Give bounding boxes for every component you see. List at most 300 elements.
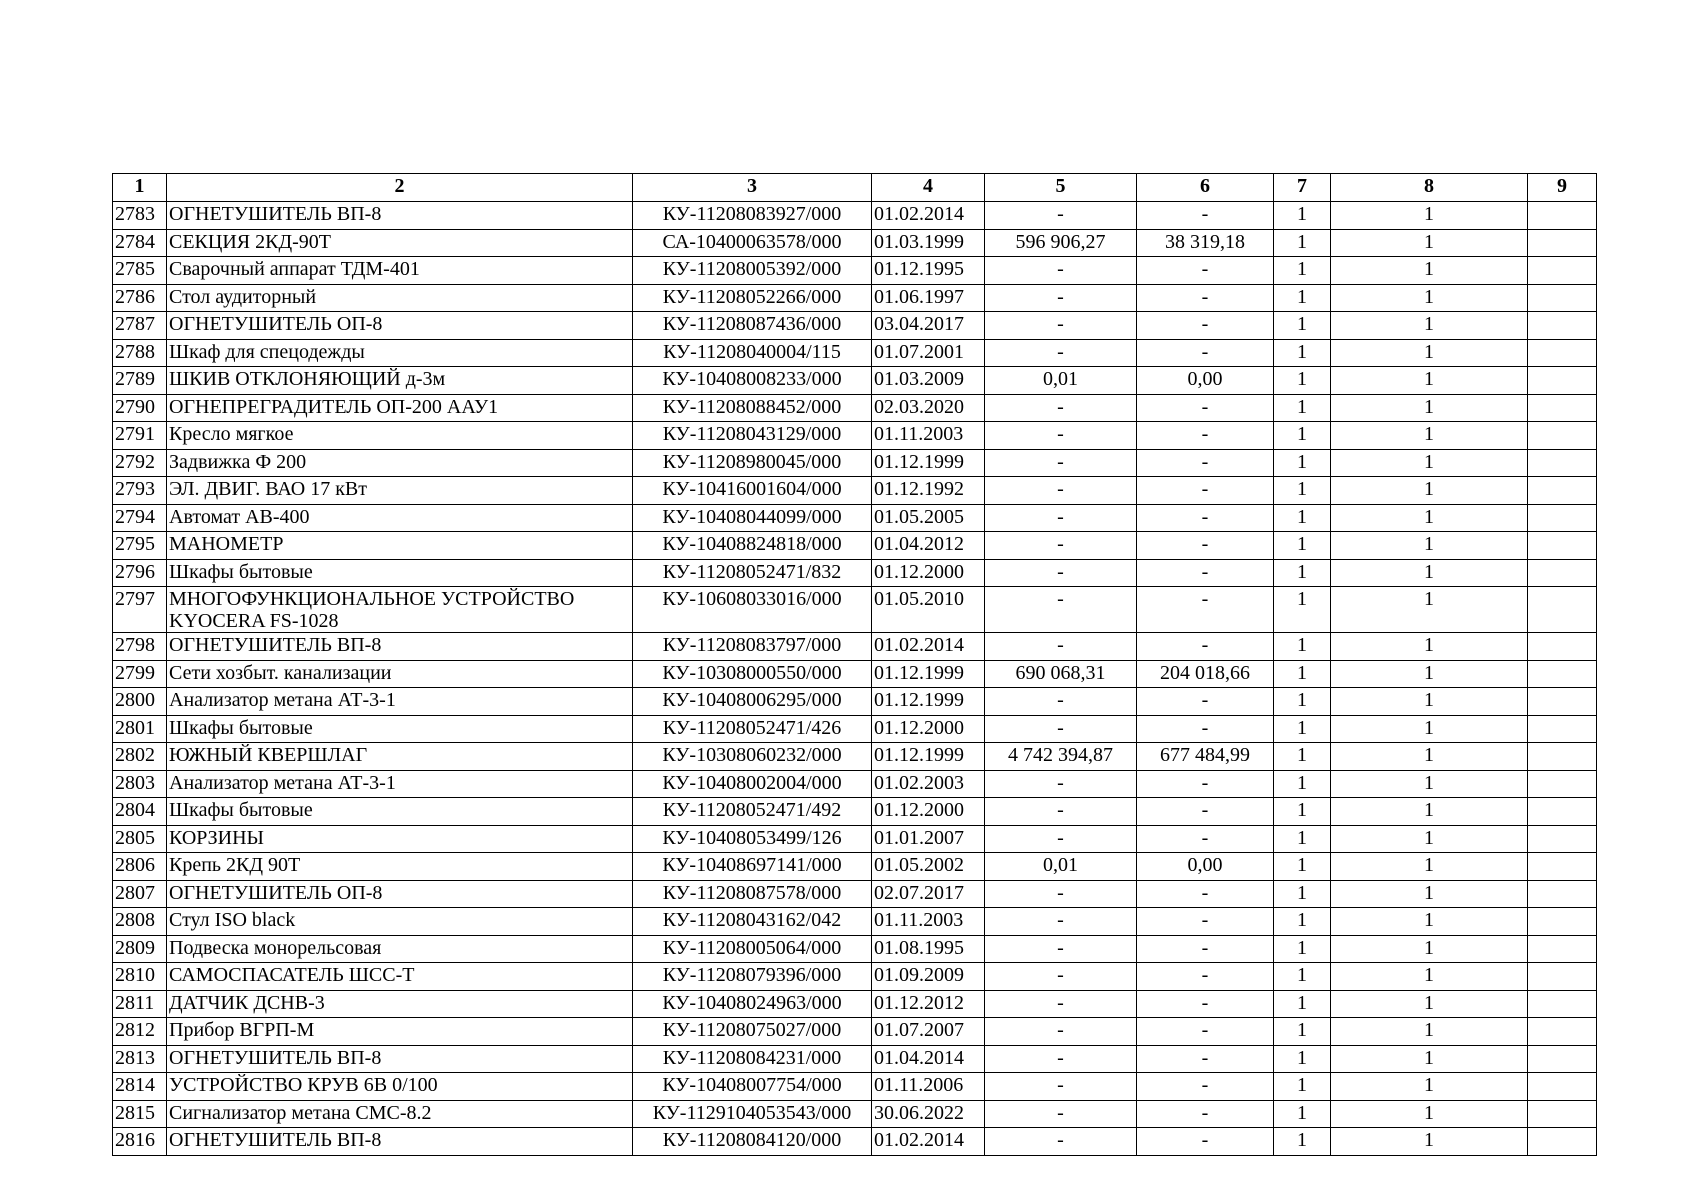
- qty-col-7-cell: 1: [1274, 257, 1331, 285]
- table-row: [113, 284, 1597, 312]
- row-number-cell: 2784: [113, 229, 167, 257]
- value-col-6-cell: -: [1137, 559, 1274, 587]
- date-cell: 01.12.2000: [872, 559, 985, 587]
- value-col-6-cell: -: [1137, 880, 1274, 908]
- row-number-cell: 2808: [113, 908, 167, 936]
- col-9-cell: [1528, 688, 1597, 716]
- inventory-number-cell: КУ-10408824818/000: [633, 532, 872, 560]
- table-row: [113, 394, 1597, 422]
- qty-col-8-cell: 1: [1331, 1045, 1528, 1073]
- table-row: [113, 633, 1597, 661]
- row-number-cell: 2803: [113, 770, 167, 798]
- col-header-2: 2: [167, 174, 633, 202]
- row-number-cell: 2785: [113, 257, 167, 285]
- qty-col-8-cell: 1: [1331, 339, 1528, 367]
- header-row: [113, 174, 1597, 202]
- inventory-number-cell: КУ-11208083797/000: [633, 633, 872, 661]
- row-number-cell: 2813: [113, 1045, 167, 1073]
- date-cell: 01.11.2006: [872, 1073, 985, 1101]
- item-name-cell: Шкафы бытовые: [167, 715, 633, 743]
- inventory-number-cell: КУ-10408024963/000: [633, 990, 872, 1018]
- qty-col-8-cell: 1: [1331, 422, 1528, 450]
- value-col-6-cell: -: [1137, 633, 1274, 661]
- col-9-cell: [1528, 1100, 1597, 1128]
- col-9-cell: [1528, 935, 1597, 963]
- inventory-number-cell: КУ-10408697141/000: [633, 853, 872, 881]
- qty-col-8-cell: 1: [1331, 559, 1528, 587]
- row-number-cell: 2812: [113, 1018, 167, 1046]
- date-cell: 01.12.1999: [872, 743, 985, 771]
- item-name-cell: ДАТЧИК ДСНВ-3: [167, 990, 633, 1018]
- table-row: [113, 504, 1597, 532]
- date-cell: 01.05.2005: [872, 504, 985, 532]
- col-9-cell: [1528, 312, 1597, 340]
- col-9-cell: [1528, 1045, 1597, 1073]
- col-header-3: 3: [633, 174, 872, 202]
- col-9-cell: [1528, 880, 1597, 908]
- table-row: [113, 1073, 1597, 1101]
- row-number-cell: 2811: [113, 990, 167, 1018]
- value-col-6-cell: -: [1137, 688, 1274, 716]
- col-header-7: 7: [1274, 174, 1331, 202]
- row-number-cell: 2802: [113, 743, 167, 771]
- date-cell: 01.03.1999: [872, 229, 985, 257]
- item-name-cell: ОГНЕТУШИТЕЛЬ ВП-8: [167, 1045, 633, 1073]
- inventory-number-cell: КУ-10608033016/000: [633, 587, 872, 633]
- col-9-cell: [1528, 1128, 1597, 1156]
- date-cell: 01.08.1995: [872, 935, 985, 963]
- inventory-number-cell: КУ-10308060232/000: [633, 743, 872, 771]
- inventory-number-cell: КУ-11208084231/000: [633, 1045, 872, 1073]
- col-header-6: 6: [1137, 174, 1274, 202]
- qty-col-7-cell: 1: [1274, 715, 1331, 743]
- table-row: [113, 339, 1597, 367]
- inventory-number-cell: КУ-10308000550/000: [633, 660, 872, 688]
- value-col-5-cell: -: [985, 825, 1137, 853]
- inventory-number-cell: КУ-11208084120/000: [633, 1128, 872, 1156]
- table-row: [113, 1128, 1597, 1156]
- row-number-cell: 2795: [113, 532, 167, 560]
- value-col-6-cell: -: [1137, 477, 1274, 505]
- date-cell: 01.01.2007: [872, 825, 985, 853]
- item-name-cell: ЮЖНЫЙ КВЕРШЛАГ: [167, 743, 633, 771]
- table-row: [113, 449, 1597, 477]
- value-col-5-cell: -: [985, 587, 1137, 633]
- inventory-number-cell: КУ-11208083927/000: [633, 202, 872, 230]
- item-name-cell: Сигнализатор метана СМС-8.2: [167, 1100, 633, 1128]
- item-name-cell: ОГНЕТУШИТЕЛЬ ОП-8: [167, 312, 633, 340]
- value-col-5-cell: -: [985, 770, 1137, 798]
- row-number-cell: 2787: [113, 312, 167, 340]
- value-col-6-cell: -: [1137, 284, 1274, 312]
- col-header-1: 1: [113, 174, 167, 202]
- value-col-6-cell: -: [1137, 715, 1274, 743]
- value-col-5-cell: -: [985, 990, 1137, 1018]
- date-cell: 01.12.1999: [872, 449, 985, 477]
- value-col-6-cell: -: [1137, 1018, 1274, 1046]
- row-number-cell: 2799: [113, 660, 167, 688]
- col-9-cell: [1528, 367, 1597, 395]
- qty-col-7-cell: 1: [1274, 770, 1331, 798]
- inventory-number-cell: КУ-11208087436/000: [633, 312, 872, 340]
- col-9-cell: [1528, 504, 1597, 532]
- date-cell: 01.02.2003: [872, 770, 985, 798]
- qty-col-8-cell: 1: [1331, 1018, 1528, 1046]
- qty-col-8-cell: 1: [1331, 743, 1528, 771]
- date-cell: 01.04.2014: [872, 1045, 985, 1073]
- row-number-cell: 2807: [113, 880, 167, 908]
- date-cell: 01.03.2009: [872, 367, 985, 395]
- table-row: [113, 229, 1597, 257]
- value-col-6-cell: -: [1137, 587, 1274, 633]
- value-col-5-cell: -: [985, 477, 1137, 505]
- qty-col-8-cell: 1: [1331, 633, 1528, 661]
- row-number-cell: 2801: [113, 715, 167, 743]
- date-cell: 01.06.1997: [872, 284, 985, 312]
- value-col-5-cell: -: [985, 339, 1137, 367]
- item-name-cell: ОГНЕТУШИТЕЛЬ ВП-8: [167, 633, 633, 661]
- table-row: [113, 422, 1597, 450]
- table-row: [113, 880, 1597, 908]
- date-cell: 01.12.1992: [872, 477, 985, 505]
- value-col-6-cell: -: [1137, 504, 1274, 532]
- qty-col-7-cell: 1: [1274, 1100, 1331, 1128]
- row-number-cell: 2814: [113, 1073, 167, 1101]
- date-cell: 03.04.2017: [872, 312, 985, 340]
- qty-col-7-cell: 1: [1274, 633, 1331, 661]
- value-col-6-cell: 0,00: [1137, 367, 1274, 395]
- qty-col-8-cell: 1: [1331, 257, 1528, 285]
- item-name-cell: Задвижка Ф 200: [167, 449, 633, 477]
- col-9-cell: [1528, 284, 1597, 312]
- qty-col-7-cell: 1: [1274, 504, 1331, 532]
- value-col-5-cell: -: [985, 312, 1137, 340]
- value-col-5-cell: -: [985, 908, 1137, 936]
- value-col-5-cell: -: [985, 257, 1137, 285]
- value-col-6-cell: -: [1137, 202, 1274, 230]
- table-row: [113, 770, 1597, 798]
- row-number-cell: 2810: [113, 963, 167, 991]
- item-name-cell: Шкафы бытовые: [167, 559, 633, 587]
- col-9-cell: [1528, 990, 1597, 1018]
- value-col-5-cell: -: [985, 504, 1137, 532]
- col-9-cell: [1528, 339, 1597, 367]
- table-row: [113, 660, 1597, 688]
- item-name-cell: Кресло мягкое: [167, 422, 633, 450]
- item-name-cell: Сети хозбыт. канализации: [167, 660, 633, 688]
- qty-col-8-cell: 1: [1331, 908, 1528, 936]
- qty-col-7-cell: 1: [1274, 339, 1331, 367]
- value-col-6-cell: -: [1137, 908, 1274, 936]
- value-col-5-cell: -: [985, 394, 1137, 422]
- qty-col-7-cell: 1: [1274, 853, 1331, 881]
- qty-col-7-cell: 1: [1274, 935, 1331, 963]
- item-name-cell: УСТРОЙСТВО КРУВ 6В 0/100: [167, 1073, 633, 1101]
- row-number-cell: 2816: [113, 1128, 167, 1156]
- date-cell: 01.12.1999: [872, 688, 985, 716]
- col-9-cell: [1528, 532, 1597, 560]
- item-name-cell: ШКИВ ОТКЛОНЯЮЩИЙ д-3м: [167, 367, 633, 395]
- value-col-5-cell: 4 742 394,87: [985, 743, 1137, 771]
- value-col-5-cell: -: [985, 202, 1137, 230]
- value-col-6-cell: -: [1137, 990, 1274, 1018]
- row-number-cell: 2789: [113, 367, 167, 395]
- value-col-5-cell: -: [985, 880, 1137, 908]
- value-col-6-cell: -: [1137, 1073, 1274, 1101]
- qty-col-8-cell: 1: [1331, 504, 1528, 532]
- value-col-5-cell: -: [985, 559, 1137, 587]
- col-9-cell: [1528, 633, 1597, 661]
- item-name-cell: ОГНЕПРЕГРАДИТЕЛЬ ОП-200 ААУ1: [167, 394, 633, 422]
- inventory-number-cell: КУ-11208075027/000: [633, 1018, 872, 1046]
- table-row: [113, 688, 1597, 716]
- qty-col-7-cell: 1: [1274, 660, 1331, 688]
- col-9-cell: [1528, 770, 1597, 798]
- row-number-cell: 2788: [113, 339, 167, 367]
- row-number-cell: 2800: [113, 688, 167, 716]
- value-col-5-cell: -: [985, 633, 1137, 661]
- item-name-cell: ЭЛ. ДВИГ. ВАО 17 кВт: [167, 477, 633, 505]
- inventory-number-cell: КУ-10408053499/126: [633, 825, 872, 853]
- col-9-cell: [1528, 825, 1597, 853]
- item-name-cell: Стол аудиторный: [167, 284, 633, 312]
- item-name-cell: ОГНЕТУШИТЕЛЬ ВП-8: [167, 1128, 633, 1156]
- col-9-cell: [1528, 202, 1597, 230]
- inventory-number-cell: КУ-11208043129/000: [633, 422, 872, 450]
- qty-col-8-cell: 1: [1331, 935, 1528, 963]
- value-col-5-cell: -: [985, 1073, 1137, 1101]
- value-col-5-cell: -: [985, 284, 1137, 312]
- qty-col-8-cell: 1: [1331, 477, 1528, 505]
- col-9-cell: [1528, 908, 1597, 936]
- date-cell: 01.12.2000: [872, 798, 985, 826]
- qty-col-8-cell: 1: [1331, 532, 1528, 560]
- qty-col-8-cell: 1: [1331, 990, 1528, 1018]
- qty-col-7-cell: 1: [1274, 1018, 1331, 1046]
- qty-col-7-cell: 1: [1274, 908, 1331, 936]
- value-col-5-cell: -: [985, 963, 1137, 991]
- qty-col-7-cell: 1: [1274, 229, 1331, 257]
- inventory-number-cell: КУ-11208052266/000: [633, 284, 872, 312]
- date-cell: 01.05.2002: [872, 853, 985, 881]
- table-row: [113, 202, 1597, 230]
- value-col-5-cell: -: [985, 688, 1137, 716]
- inventory-number-cell: КУ-1129104053543/000: [633, 1100, 872, 1128]
- qty-col-8-cell: 1: [1331, 284, 1528, 312]
- inventory-number-cell: КУ-11208005064/000: [633, 935, 872, 963]
- value-col-6-cell: -: [1137, 449, 1274, 477]
- inventory-number-cell: КУ-10408002004/000: [633, 770, 872, 798]
- inventory-number-cell: КУ-11208052471/832: [633, 559, 872, 587]
- date-cell: 01.04.2012: [872, 532, 985, 560]
- date-cell: 01.11.2003: [872, 422, 985, 450]
- col-9-cell: [1528, 449, 1597, 477]
- qty-col-7-cell: 1: [1274, 367, 1331, 395]
- item-name-cell: Прибор ВГРП-М: [167, 1018, 633, 1046]
- row-number-cell: 2796: [113, 559, 167, 587]
- table-row: [113, 1045, 1597, 1073]
- col-9-cell: [1528, 743, 1597, 771]
- value-col-5-cell: -: [985, 1128, 1137, 1156]
- value-col-6-cell: -: [1137, 1045, 1274, 1073]
- qty-col-7-cell: 1: [1274, 825, 1331, 853]
- inventory-number-cell: КУ-11208980045/000: [633, 449, 872, 477]
- value-col-6-cell: 677 484,99: [1137, 743, 1274, 771]
- col-9-cell: [1528, 229, 1597, 257]
- table-row: [113, 477, 1597, 505]
- date-cell: 01.11.2003: [872, 908, 985, 936]
- qty-col-7-cell: 1: [1274, 202, 1331, 230]
- qty-col-7-cell: 1: [1274, 449, 1331, 477]
- table-row: [113, 367, 1597, 395]
- item-name-cell: Подвеска монорельсовая: [167, 935, 633, 963]
- table-row: [113, 798, 1597, 826]
- qty-col-7-cell: 1: [1274, 688, 1331, 716]
- qty-col-8-cell: 1: [1331, 229, 1528, 257]
- col-9-cell: [1528, 422, 1597, 450]
- value-col-5-cell: -: [985, 935, 1137, 963]
- qty-col-8-cell: 1: [1331, 1128, 1528, 1156]
- table-row: [113, 908, 1597, 936]
- date-cell: 01.12.2012: [872, 990, 985, 1018]
- qty-col-8-cell: 1: [1331, 798, 1528, 826]
- item-name-cell: Анализатор метана АТ-3-1: [167, 688, 633, 716]
- item-name-cell: МАНОМЕТР: [167, 532, 633, 560]
- qty-col-7-cell: 1: [1274, 312, 1331, 340]
- value-col-5-cell: -: [985, 449, 1137, 477]
- inventory-number-cell: КУ-11208087578/000: [633, 880, 872, 908]
- inventory-number-cell: КУ-11208043162/042: [633, 908, 872, 936]
- value-col-5-cell: -: [985, 715, 1137, 743]
- date-cell: 01.07.2007: [872, 1018, 985, 1046]
- value-col-5-cell: 0,01: [985, 853, 1137, 881]
- item-name-cell: Анализатор метана АТ-3-1: [167, 770, 633, 798]
- value-col-6-cell: -: [1137, 394, 1274, 422]
- date-cell: 30.06.2022: [872, 1100, 985, 1128]
- value-col-5-cell: -: [985, 532, 1137, 560]
- col-9-cell: [1528, 1018, 1597, 1046]
- col-9-cell: [1528, 853, 1597, 881]
- col-9-cell: [1528, 798, 1597, 826]
- row-number-cell: 2815: [113, 1100, 167, 1128]
- qty-col-7-cell: 1: [1274, 587, 1331, 633]
- qty-col-7-cell: 1: [1274, 990, 1331, 1018]
- value-col-5-cell: -: [985, 1018, 1137, 1046]
- table-row: [113, 257, 1597, 285]
- value-col-6-cell: -: [1137, 935, 1274, 963]
- inventory-number-cell: КУ-11208052471/426: [633, 715, 872, 743]
- col-9-cell: [1528, 477, 1597, 505]
- col-9-cell: [1528, 963, 1597, 991]
- item-name-cell: Стул ISO black: [167, 908, 633, 936]
- qty-col-8-cell: 1: [1331, 367, 1528, 395]
- qty-col-8-cell: 1: [1331, 1073, 1528, 1101]
- qty-col-7-cell: 1: [1274, 532, 1331, 560]
- row-number-cell: 2786: [113, 284, 167, 312]
- inventory-number-cell: КУ-10408007754/000: [633, 1073, 872, 1101]
- qty-col-8-cell: 1: [1331, 202, 1528, 230]
- qty-col-8-cell: 1: [1331, 449, 1528, 477]
- inventory-number-cell: КУ-10416001604/000: [633, 477, 872, 505]
- col-header-8: 8: [1331, 174, 1528, 202]
- table-row: [113, 587, 1597, 633]
- qty-col-7-cell: 1: [1274, 559, 1331, 587]
- value-col-6-cell: 38 319,18: [1137, 229, 1274, 257]
- col-header-5: 5: [985, 174, 1137, 202]
- qty-col-8-cell: 1: [1331, 880, 1528, 908]
- qty-col-7-cell: 1: [1274, 394, 1331, 422]
- date-cell: 02.07.2017: [872, 880, 985, 908]
- item-name-cell: КОРЗИНЫ: [167, 825, 633, 853]
- item-name-cell: САМОСПАСАТЕЛЬ ШСС-Т: [167, 963, 633, 991]
- col-9-cell: [1528, 1073, 1597, 1101]
- qty-col-8-cell: 1: [1331, 770, 1528, 798]
- value-col-6-cell: -: [1137, 257, 1274, 285]
- row-number-cell: 2804: [113, 798, 167, 826]
- col-9-cell: [1528, 559, 1597, 587]
- inventory-number-cell: КУ-11208052471/492: [633, 798, 872, 826]
- qty-col-7-cell: 1: [1274, 284, 1331, 312]
- value-col-5-cell: -: [985, 798, 1137, 826]
- item-name-cell: МНОГОФУНКЦИОНАЛЬНОЕ УСТРОЙСТВО KYOCERA FS-1028: [167, 587, 633, 633]
- value-col-6-cell: -: [1137, 798, 1274, 826]
- table-row: [113, 853, 1597, 881]
- col-9-cell: [1528, 257, 1597, 285]
- inventory-number-cell: СА-10400063578/000: [633, 229, 872, 257]
- row-number-cell: 2783: [113, 202, 167, 230]
- inventory-number-cell: КУ-11208088452/000: [633, 394, 872, 422]
- table-row: [113, 1100, 1597, 1128]
- table-body: [113, 202, 1597, 1156]
- table-row: [113, 1018, 1597, 1046]
- date-cell: 01.02.2014: [872, 633, 985, 661]
- col-9-cell: [1528, 715, 1597, 743]
- date-cell: 01.05.2010: [872, 587, 985, 633]
- inventory-number-cell: КУ-10408044099/000: [633, 504, 872, 532]
- value-col-6-cell: 204 018,66: [1137, 660, 1274, 688]
- qty-col-8-cell: 1: [1331, 394, 1528, 422]
- value-col-5-cell: 596 906,27: [985, 229, 1137, 257]
- row-number-cell: 2790: [113, 394, 167, 422]
- table-row: [113, 559, 1597, 587]
- value-col-5-cell: -: [985, 1045, 1137, 1073]
- qty-col-8-cell: 1: [1331, 715, 1528, 743]
- qty-col-8-cell: 1: [1331, 853, 1528, 881]
- date-cell: 02.03.2020: [872, 394, 985, 422]
- value-col-6-cell: -: [1137, 339, 1274, 367]
- value-col-5-cell: 690 068,31: [985, 660, 1137, 688]
- table-row: [113, 715, 1597, 743]
- row-number-cell: 2791: [113, 422, 167, 450]
- item-name-cell: Крепь 2КД 90Т: [167, 853, 633, 881]
- item-name-cell: ОГНЕТУШИТЕЛЬ ВП-8: [167, 202, 633, 230]
- item-name-cell: Шкаф для спецодежды: [167, 339, 633, 367]
- qty-col-7-cell: 1: [1274, 422, 1331, 450]
- table-row: [113, 825, 1597, 853]
- date-cell: 01.07.2001: [872, 339, 985, 367]
- inventory-table: [112, 173, 1597, 1156]
- date-cell: 01.12.2000: [872, 715, 985, 743]
- table-row: [113, 990, 1597, 1018]
- qty-col-8-cell: 1: [1331, 587, 1528, 633]
- qty-col-8-cell: 1: [1331, 963, 1528, 991]
- value-col-5-cell: -: [985, 1100, 1137, 1128]
- qty-col-7-cell: 1: [1274, 1128, 1331, 1156]
- date-cell: 01.12.1999: [872, 660, 985, 688]
- col-9-cell: [1528, 587, 1597, 633]
- qty-col-7-cell: 1: [1274, 1073, 1331, 1101]
- value-col-6-cell: -: [1137, 963, 1274, 991]
